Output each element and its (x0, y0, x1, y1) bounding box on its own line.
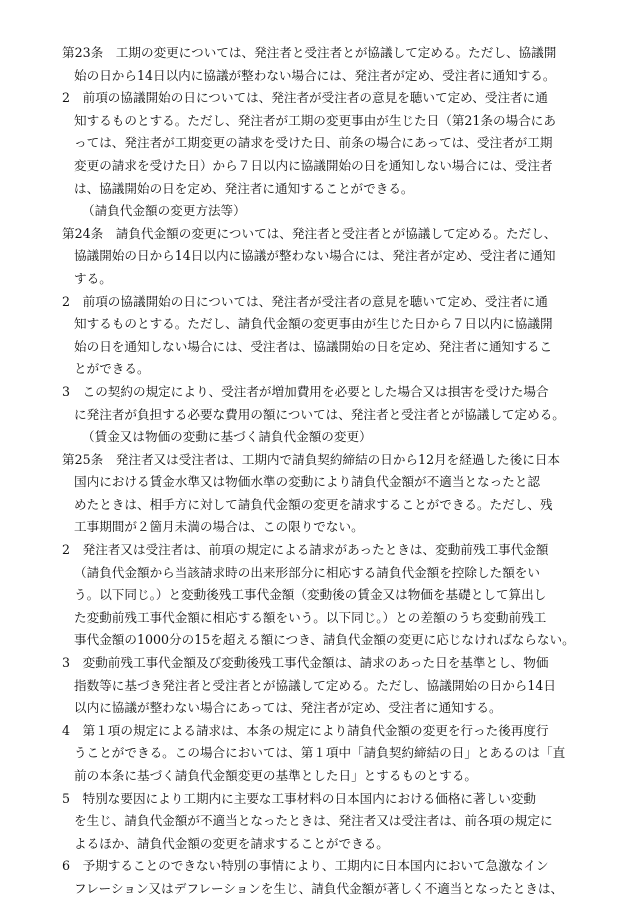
clause-line: 知するものとする。ただし、発注者が工期の変更事由が生じた日（第21条の場合にあ (74, 112, 556, 128)
clause-line: た変動前残工事代金額に相応する額をいう。以下同じ。）との差額のうち変動前残工 (74, 609, 547, 625)
clause-line: 以内に協議が整わない場合にあっては、発注者が定め、受注者に通知する。 (74, 700, 502, 716)
clause-line: を生じ、請負代金額が不適当となったときは、発注者又は受注者は、前各項の規定に (74, 813, 553, 829)
clause-line: 始の日から14日以内に協議が整わない場合には、発注者が定め、受注者に通知する。 (74, 67, 556, 83)
clause-line: は、協議開始の日を定め、発注者に通知することができる。 (74, 180, 414, 196)
clause-line: フレーション又はデフレーションを生じ、請負代金額が著しく不適当となったときは、 (74, 880, 564, 896)
clause-paragraph (62, 855, 600, 900)
article-heading: （請負代金額の変更方法等） (82, 203, 246, 219)
clause-line: 6 予期することのできない特別の事情により、工期内に日本国内において急激なイン (62, 858, 549, 874)
clause-line: よるほか、請負代金額の変更を請求することができる。 (74, 835, 389, 851)
clause-paragraph (62, 788, 600, 856)
clause-line: 協議開始の日から14日以内に協議が整わない場合には、発注者が定め、受注者に通知 (74, 248, 556, 264)
clause-paragraph (62, 720, 600, 788)
clause-line: 2 前項の協議開始の日については、発注者が受注者の意見を聴いて定め、受注者に通 (62, 293, 548, 309)
clause-line: 4 第１項の規定による請求は、本条の規定により請負代金額の変更を行った後再度行 (62, 722, 549, 738)
clause-line: する。 (74, 270, 112, 286)
clause-line: 第24条 請負代金額の変更については、発注者と受注者とが協議して定める。ただし、 (62, 225, 557, 241)
clause-line: う。以下同じ。）と変動後残工事代金額（変動後の賃金又は物価を基礎として算出し (74, 587, 547, 603)
clause-paragraph (62, 449, 600, 539)
clause-line: 変更の請求を受けた日）から７日以内に協議開始の日を通知しない場合には、受注者 (74, 157, 553, 173)
clause-line: うことができる。この場合においては、第１項中「請負契約締結の日」とあるのは「直 (74, 745, 566, 761)
clause-line: 知するものとする。ただし、請負代金額の変更事由が生じた日から７日以内に協議開 (74, 316, 553, 332)
clause-line: 2 前項の協議開始の日については、発注者が受注者の意見を聴いて定め、受注者に通 (62, 90, 548, 106)
clause-line: っては、発注者が工期変更の請求を受けた日、前条の場合にあっては、受注者が工期 (74, 135, 553, 151)
clause-paragraph (62, 223, 600, 291)
clause-paragraph (62, 42, 600, 87)
clause-line: 指数等に基づき発注者と受注者とが協議して定める。ただし、協議開始の日から14日 (74, 677, 556, 693)
clause-line: 3 この契約の規定により、受注者が増加費用を必要とした場合又は損害を受けた場合 (62, 383, 549, 399)
clause-line: 3 変動前残工事代金額及び変動後残工事代金額は、請求のあった日を基準とし、物価 (62, 655, 549, 671)
clause-line: （請負代金額から当該請求時の出来形部分に相応する請負代金額を控除した額をい (74, 564, 540, 580)
clause-line: に発注者が負担する必要な費用の額については、発注者と受注者とが協議して定める。 (74, 406, 565, 422)
clause-line: 始の日を通知しない場合には、受注者は、協議開始の日を定め、発注者に通知するこ (74, 338, 553, 354)
clause-line: 事代金額の1000分の15を超える額につき、請負代金額の変更に応じなければならない。 (74, 632, 575, 648)
clause-paragraph (62, 381, 600, 426)
clause-line: とができる。 (74, 361, 150, 377)
clause-line: めたときは、相手方に対して請負代金額の変更を請求することができる。ただし、残 (74, 496, 553, 512)
clause-paragraph (62, 87, 600, 200)
clause-paragraph (62, 652, 600, 720)
clause-line: 2 発注者又は受注者は、前項の規定による請求があったときは、変動前残工事代金額 (62, 542, 549, 558)
clause-paragraph (62, 291, 600, 381)
clause-line: 5 特別な要因により工期内に主要な工事材料の日本国内における価格に著しい変動 (62, 790, 536, 806)
clause-line: 第25条 発注者又は受注者は、工期内で請負契約締結の日から12月を経過した後に日本 (62, 451, 561, 467)
clause-line: 工事期間が２箇月未満の場合は、この限りでない。 (74, 519, 364, 535)
clause-line: 前の本条に基づく請負代金額変更の基準とした日」とするものとする。 (74, 768, 477, 783)
article-heading: （賃金又は物価の変動に基づく請負代金額の変更） (82, 429, 372, 445)
clause-line: 国内における賃金水準又は物価水準の変動により請負代金額が不適当となったと認 (74, 474, 540, 490)
clause-paragraph (62, 539, 600, 652)
clause-line: 第23条 工期の変更については、発注者と受注者とが協議して定める。ただし、協議開 (62, 45, 557, 60)
